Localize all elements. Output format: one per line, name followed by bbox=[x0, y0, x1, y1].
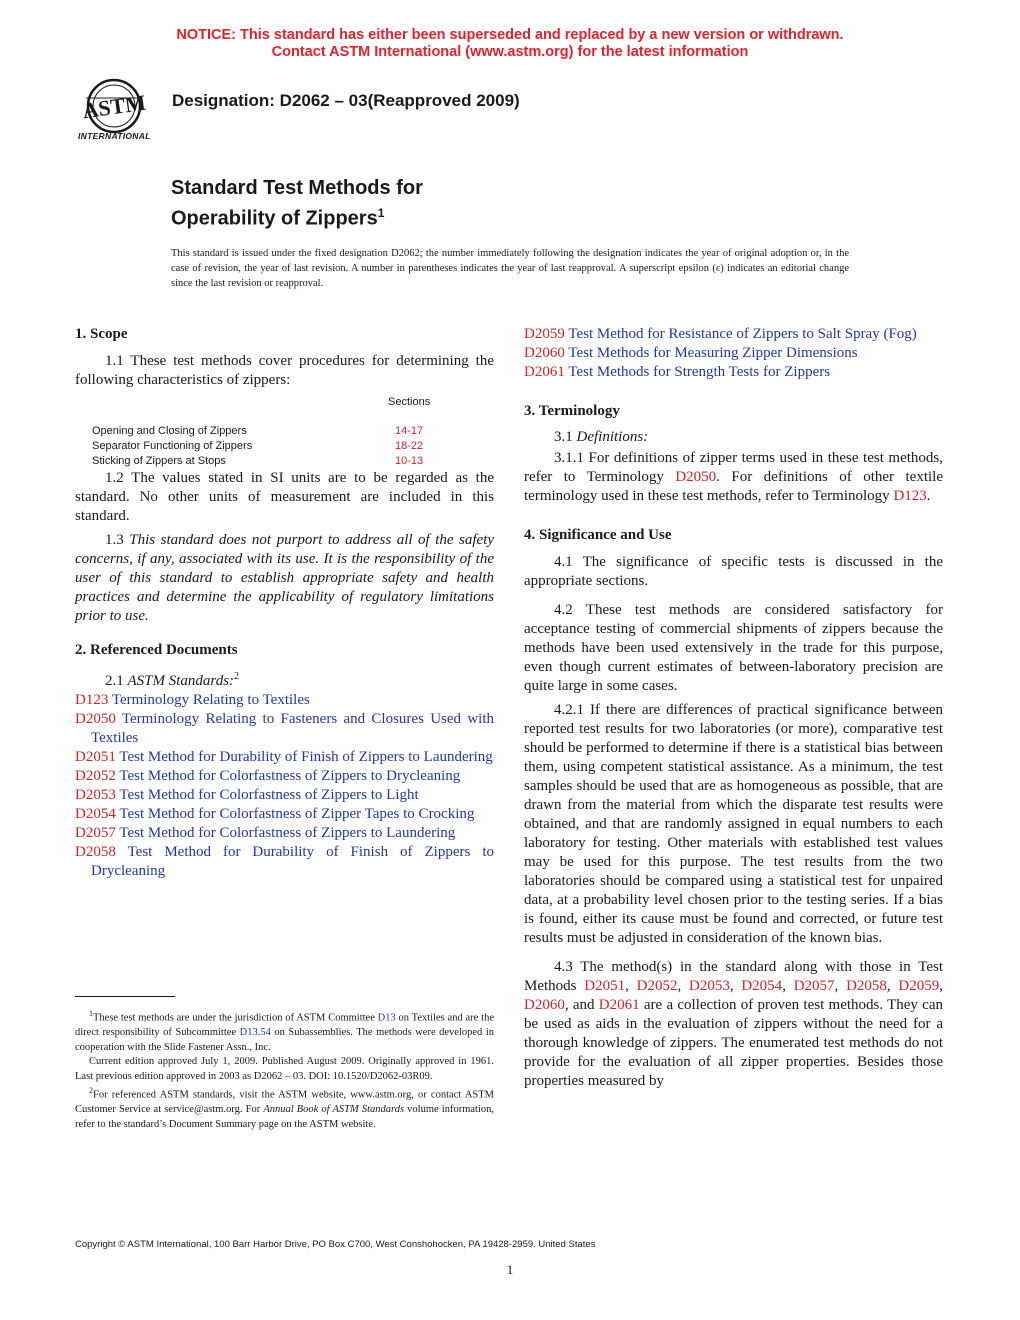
terminology-heading: 3. Terminology bbox=[524, 403, 620, 419]
ref-code[interactable]: D2052 bbox=[75, 768, 116, 784]
ref-link[interactable]: D2053 bbox=[688, 978, 730, 994]
ref-item[interactable] bbox=[75, 786, 494, 805]
ref-link[interactable]: D2054 bbox=[741, 978, 783, 994]
title-line-2: Operability of Zippers bbox=[171, 207, 378, 230]
refdocs-heading: 2. Referenced Documents bbox=[75, 642, 238, 658]
ref-title[interactable]: Test Methods for Strength Tests for Zippers bbox=[568, 364, 831, 380]
table-row bbox=[92, 439, 252, 454]
copyright: Copyright © ASTM International, 100 Barr Harbor Drive, PO Box C700, West Conshohocken, PA 19428-2959. United States bbox=[75, 1239, 596, 1250]
para-3-1-1 bbox=[524, 449, 943, 506]
ref-title[interactable]: Test Method for Colorfastness of Zipper Tapes to Crocking bbox=[119, 806, 475, 822]
footnote-1-text: on Subassemblies. The methods were developed in cooperation with the Slide Fastener Assn., Inc. bbox=[75, 1027, 494, 1053]
ref-link[interactable]: D2061 bbox=[598, 997, 640, 1013]
ref-title[interactable]: Terminology Relating to Fasteners and Closures Used with Textiles bbox=[91, 711, 494, 746]
table-row-label: Separator Functioning of Zippers bbox=[92, 440, 253, 452]
footnote-2-text: volume information, refer to the standard’s Document Summary page on the ASTM website. bbox=[75, 1104, 494, 1130]
para-4-3: 4.3 The method(s) in the standard along with those in Test Methods D2051, D2052, D2053, D2054, D2057, D2058, D2059, D2060, and D2061 are a collection of proven test methods. They can be used as aids in the evaluation of zippers without the need for a thorough knowledge of zippers. The enumerated test methods do not provide for the evaluation of all zipper properties. Besides those properties measured by bbox=[524, 959, 944, 1089]
footnote-2-text: For referenced ASTM standards, visit the ASTM website, www.astm.org, or contact ASTM Customer Service at service@astm.org. For bbox=[75, 1089, 494, 1115]
para-1-3 bbox=[75, 531, 494, 626]
ref-link[interactable]: D123 bbox=[893, 488, 927, 504]
footnote-divider bbox=[75, 996, 175, 997]
para-4-1: 4.1 The significance of specific tests is discussed in the appropriate sections. bbox=[524, 554, 943, 589]
table-row-label: Sticking of Zippers at Stops bbox=[92, 455, 226, 467]
para-4-3-text: 4.3 The method(s) in the standard along with those in Test Methods bbox=[524, 959, 943, 994]
para-3-1-number: 3.1 bbox=[554, 429, 577, 445]
page-title bbox=[171, 176, 423, 232]
table-row bbox=[92, 454, 226, 469]
table-row-sections[interactable]: 18-22 bbox=[395, 440, 424, 452]
title-footnote-marker: 1 bbox=[377, 206, 385, 220]
footnote-1-text: These test methods are under the jurisdiction of ASTM Committee bbox=[93, 1012, 378, 1024]
footnote-2-italic: Annual Book of ASTM Standards bbox=[263, 1104, 405, 1115]
para-4-2-1: 4.2.1 If there are differences of practical significance between reported test results for two laboratories (or more), comparative test should be performed to determine if there is a statistical bias between them, using competent statistical assistance. As a minimum, the test samples should be used that are as homogeneous as possible, that are drawn from the material from which the disparate test results were obtained, and that are randomly assigned in equal numbers to each laboratory for testing. Other materials with established test values may be used for this purpose. The test results from the two laboratories should be compared using a statistical test for unpaired data, at a probability level chosen prior to the testing series. If a bias is found, either its cause must be found and corrected, or future test results must be adjusted in consideration of the known bias. bbox=[524, 702, 943, 946]
scope-heading: 1. Scope bbox=[75, 326, 128, 342]
ref-item[interactable] bbox=[75, 691, 494, 710]
para-3-1-1-text: . For definitions of other textile terminology used in these test methods, refer to Terminology bbox=[524, 469, 943, 504]
page-number: 1 bbox=[506, 1262, 514, 1277]
ref-code[interactable]: D2053 bbox=[75, 787, 116, 803]
footnote-2-marker: 2 bbox=[89, 1086, 93, 1095]
para-4-2: 4.2 These test methods are considered satisfactory for acceptance testing of commercial shipments of zippers because the methods have been used extensively in the trade for this purpose, even though current estimates of between-laboratory precision are quite large in some cases. bbox=[524, 602, 943, 694]
notice-line-1: NOTICE: This standard has either been superseded and replaced by a new version or withdrawn. bbox=[176, 27, 844, 43]
para-1-3-text: This standard does not purport to address all of the safety concerns, if any, associated with its use. It is the responsibility of the user of this standard to establish appropriate safety and health practices and determine the applicability of regulatory limitations prior to use. bbox=[75, 532, 495, 624]
ref-item[interactable] bbox=[75, 710, 494, 748]
ref-link[interactable]: D2058 bbox=[846, 978, 887, 994]
footnote-1-text: on Textiles and are the direct responsibility of Subcommittee bbox=[75, 1012, 494, 1038]
ref-item[interactable] bbox=[524, 344, 943, 363]
subcommittee-link[interactable]: D13.54 bbox=[239, 1027, 271, 1038]
para-3-1 bbox=[524, 428, 943, 447]
ref-item[interactable] bbox=[75, 824, 494, 843]
footnote-2 bbox=[75, 1084, 494, 1132]
ref-code[interactable]: D2060 bbox=[524, 345, 565, 361]
sections-table bbox=[75, 395, 494, 469]
ref-code[interactable]: D2057 bbox=[75, 825, 116, 841]
table-row-sections[interactable]: 10-13 bbox=[395, 455, 424, 467]
para-4-3-text: are a collection of proven test methods. They can be used as aids in the evaluation of zippers without the need for a thorough knowledge of zippers. The enumerated test methods do not provide for the evaluation of all zipper properties. Besides those properties measured by bbox=[524, 997, 943, 1089]
ref-code[interactable]: D2051 bbox=[75, 749, 116, 765]
ref-title[interactable]: Test Method for Durability of Finish of Zippers to Laundering bbox=[119, 749, 493, 765]
ref-link[interactable]: D2051 bbox=[584, 978, 626, 994]
footnote-marker: 2 bbox=[234, 671, 240, 682]
para-2-1-number: 2.1 bbox=[105, 673, 128, 689]
ref-code[interactable]: D2058 bbox=[75, 844, 116, 860]
ref-code[interactable]: D2061 bbox=[524, 364, 565, 380]
footnote-1 bbox=[75, 1007, 494, 1055]
footnote-1-marker: 1 bbox=[89, 1009, 93, 1018]
para-2-1-text: ASTM Standards: bbox=[127, 673, 235, 689]
ref-item[interactable] bbox=[75, 805, 494, 824]
ref-link[interactable]: D2060 bbox=[524, 997, 565, 1013]
astm-logo bbox=[72, 76, 162, 144]
ref-title[interactable]: Test Method for Colorfastness of Zippers to Drycleaning bbox=[119, 768, 461, 784]
notice-line-2: Contact ASTM International (www.astm.org) for the latest information bbox=[271, 44, 749, 60]
svg-text:ASTM: ASTM bbox=[80, 89, 148, 124]
ref-link[interactable]: D2057 bbox=[793, 978, 835, 994]
ref-code[interactable]: D2054 bbox=[75, 806, 116, 822]
ref-code[interactable]: D2050 bbox=[75, 711, 116, 727]
para-1-3-number: 1.3 bbox=[105, 532, 130, 548]
logo-text: INTERNATIONAL bbox=[78, 131, 151, 141]
para-3-1-1-text: . bbox=[926, 488, 931, 504]
ref-item[interactable] bbox=[75, 843, 494, 881]
ref-title[interactable]: Test Method for Durability of Finish of Zippers to Drycleaning bbox=[91, 844, 494, 879]
ref-title[interactable]: Test Method for Colorfastness of Zippers to Light bbox=[119, 787, 419, 803]
ref-item[interactable] bbox=[75, 748, 494, 767]
designation: Designation: D2062 – 03(Reapproved 2009) bbox=[172, 91, 520, 110]
table-row bbox=[92, 424, 247, 439]
ref-code[interactable]: D2059 bbox=[524, 326, 565, 342]
ref-title[interactable]: Terminology Relating to Textiles bbox=[111, 692, 310, 708]
ref-title[interactable]: Test Methods for Measuring Zipper Dimensions bbox=[568, 345, 858, 361]
para-4-3-text: and bbox=[572, 997, 599, 1013]
right-column bbox=[524, 325, 943, 1096]
para-2-1 bbox=[75, 667, 494, 691]
title-line-1: Standard Test Methods for bbox=[171, 177, 423, 199]
ref-link[interactable]: D2059 bbox=[898, 978, 940, 994]
footnotes bbox=[75, 1007, 494, 1132]
ref-link[interactable]: D2050 bbox=[675, 469, 717, 485]
ref-link[interactable]: D2052 bbox=[636, 978, 678, 994]
table-row-sections[interactable]: 14-17 bbox=[395, 425, 424, 437]
preamble: This standard is issued under the fixed designation D2062; the number immediately following the designation indicates the year of original adoption or, in the case of revision, the year of last revision. A number in parentheses indicates the year of last reapproval. A superscript epsilon (ε) indicates an editorial change since the last revision or reapproval. bbox=[171, 248, 849, 289]
significance-heading: 4. Significance and Use bbox=[524, 527, 672, 543]
ref-item[interactable] bbox=[75, 767, 494, 786]
ref-item[interactable] bbox=[524, 325, 943, 344]
ref-title[interactable]: Test Method for Resistance of Zippers to Salt Spray (Fog) bbox=[568, 326, 917, 342]
para-1-1: 1.1 These test methods cover procedures for determining the following characteristics of zippers: bbox=[75, 353, 494, 388]
ref-code[interactable]: D123 bbox=[75, 692, 109, 708]
para-3-1-1-text: 3.1.1 For definitions of zipper terms used in these test methods, refer to Terminology bbox=[524, 450, 943, 485]
committee-link[interactable]: D13 bbox=[377, 1012, 396, 1024]
sections-table-header: Sections bbox=[388, 396, 431, 408]
ref-item[interactable] bbox=[524, 363, 943, 382]
para-3-1-text: Definitions: bbox=[576, 429, 649, 445]
footnote-1-edition: Current edition approved July 1, 2009. Published August 2009. Originally approved in 1961. Last previous edition approved in 2003 as D2062 – 03. DOI: 10.1520/D2062-03R09. bbox=[75, 1056, 494, 1082]
ref-title[interactable]: Test Method for Colorfastness of Zippers to Laundering bbox=[119, 825, 456, 841]
left-column bbox=[75, 325, 494, 881]
table-row-label: Opening and Closing of Zippers bbox=[92, 425, 247, 437]
para-1-2: 1.2 The values stated in SI units are to be regarded as the standard. No other units of measurement are included in this standard. bbox=[75, 470, 494, 524]
withdrawal-notice bbox=[0, 27, 1020, 61]
